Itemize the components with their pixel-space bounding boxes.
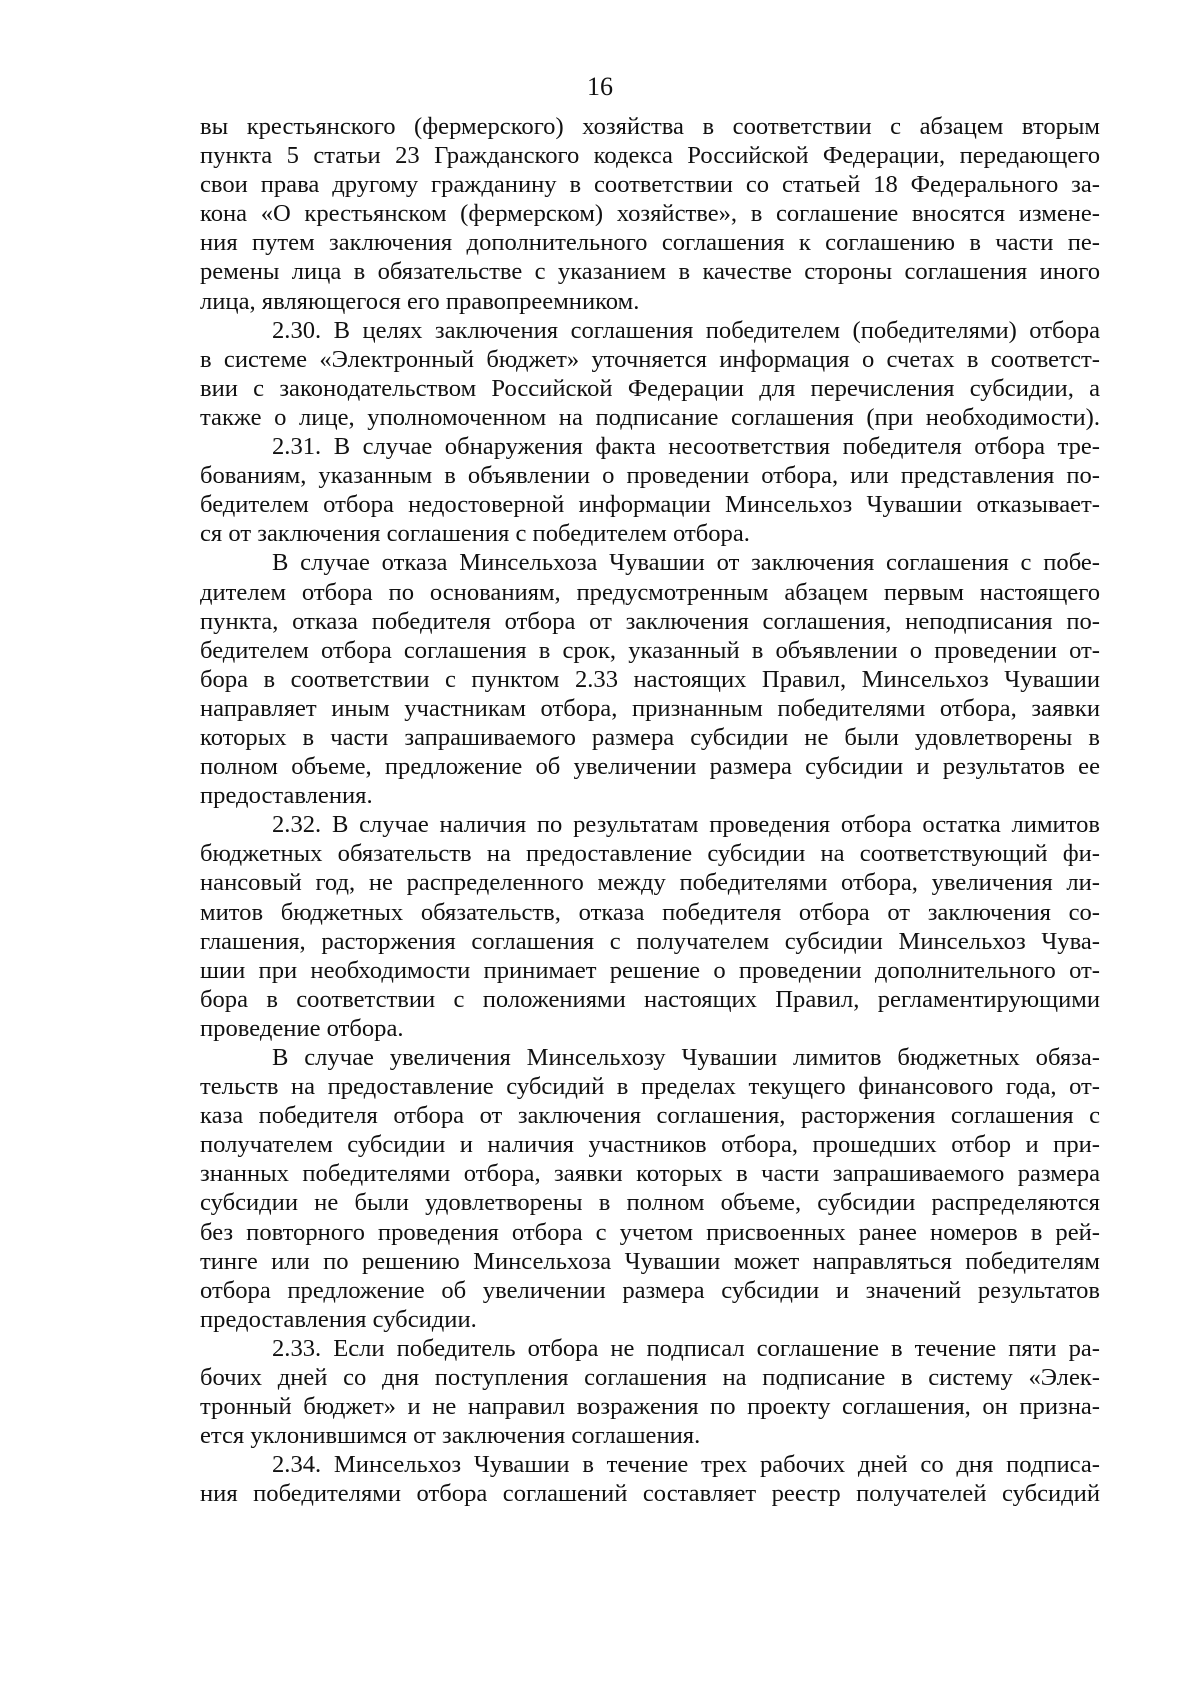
text-line: тронный бюджет» и не направил возражения по проекту соглашения, он призна- <box>200 1393 1100 1421</box>
text-line: митов бюджетных обязательств, отказа победителя отбора от заключения со- <box>200 898 1100 926</box>
text-line: В случае увеличения Минсельхозу Чувашии лимитов бюджетных обяза- <box>272 1044 1100 1071</box>
text-line: бедителем отбора соглашения в срок, указанный в объявлении о проведении от- <box>200 636 1100 664</box>
text-line: бедителем отбора недостоверной информации Минсельхоз Чувашии отказывает- <box>200 491 1100 519</box>
text-line: каза победителя отбора от заключения соглашения, расторжения соглашения с <box>200 1102 1100 1130</box>
text-line: бюджетных обязательств на предоставление субсидии на соответствующий фи- <box>200 840 1100 868</box>
text-line: отбора предложение об увеличении размера субсидии и значений результатов <box>200 1276 1100 1304</box>
text-line: кона «О крестьянском (фермерском) хозяйстве», в соглашение вносятся измене- <box>200 200 1100 228</box>
text-line: полном объеме, предложение об увеличении размера субсидии и результатов ее <box>200 753 1100 781</box>
text-line: бочих дней со дня поступления соглашения на подписание в систему «Элек- <box>200 1364 1100 1392</box>
text-line: получателем субсидии и наличия участников отбора, прошедших отбор и при- <box>200 1131 1100 1159</box>
document-body-text <box>200 112 1100 1509</box>
text-line: 2.32. В случае наличия по результатам проведения отбора остатка лимитов <box>272 811 1100 839</box>
text-line: нансовый год, не распределенного между победителями отбора, увеличения ли- <box>200 869 1100 897</box>
text-line: свои права другому гражданину в соответствии со статьей 18 Федерального за- <box>200 171 1100 199</box>
text-line: бованиям, указанным в объявлении о проведении отбора, или представления по- <box>200 462 1100 490</box>
text-line: бора в соответствии с положениями настоящих Правил, регламентирующими <box>200 985 1100 1013</box>
text-line: шии при необходимости принимает решение о проведении дополнительного от- <box>200 956 1100 984</box>
text-line: также о лице, уполномоченном на подписание соглашения (при необходимости). <box>200 403 1100 431</box>
text-line: ся от заключения соглашения с победителем отбора. <box>200 520 750 548</box>
text-line: которых в части запрашиваемого размера субсидии не были удовлетворены в <box>200 723 1100 751</box>
text-line: глашения, расторжения соглашения с получателем субсидии Минсельхоз Чува- <box>200 927 1100 955</box>
text-line: предоставления субсидии. <box>200 1305 477 1333</box>
text-line: вии с законодательством Российской Федерации для перечисления субсидии, а <box>200 374 1100 402</box>
text-line: знанных победителями отбора, заявки которых в части запрашиваемого размера <box>200 1160 1100 1188</box>
text-line: ния победителями отбора соглашений составляет реестр получателей субсидий <box>200 1480 1100 1508</box>
text-line: тельств на предоставление субсидий в пределах текущего финансового года, от- <box>200 1073 1100 1101</box>
text-line: В случае отказа Минсельхоза Чувашии от заключения соглашения с побе- <box>272 549 1100 577</box>
text-line: пункта, отказа победителя отбора от заключения соглашения, неподписания по- <box>200 607 1100 635</box>
text-line: лица, являющегося его правопреемником. <box>200 287 640 315</box>
text-line: пункта 5 статьи 23 Гражданского кодекса Российской Федерации, передающего <box>200 142 1100 170</box>
text-line: бора в соответствии с пунктом 2.33 настоящих Правил, Минсельхоз Чувашии <box>200 665 1100 693</box>
text-line: ния путем заключения дополнительного соглашения к соглашению в части пе- <box>200 229 1100 257</box>
text-line: 2.31. В случае обнаружения факта несоответствия победителя отбора тре- <box>272 433 1100 461</box>
text-line: в системе «Электронный бюджет» уточняется информация о счетах в соответст- <box>200 345 1100 373</box>
text-line: проведение отбора. <box>200 1014 404 1042</box>
text-line: ется уклонившимся от заключения соглашения. <box>200 1422 701 1450</box>
text-line: направляет иным участникам отбора, признанным победителями отбора, заявки <box>200 694 1100 722</box>
text-line: ремены лица в обязательстве с указанием в качестве стороны соглашения иного <box>200 258 1100 286</box>
page-number: 16 <box>587 72 613 101</box>
text-line: 2.34. Минсельхоз Чувашии в течение трех рабочих дней со дня подписа- <box>272 1451 1100 1479</box>
text-line: предоставления. <box>200 782 373 810</box>
text-line: тинге или по решению Минсельхоза Чувашии может направляться победителям <box>200 1247 1100 1275</box>
text-line: субсидии не были удовлетворены в полном объеме, субсидии распределяются <box>200 1189 1100 1217</box>
text-line: вы крестьянского (фермерского) хозяйства в соответствии с абзацем вторым <box>200 113 1100 140</box>
text-line: без повторного проведения отбора с учетом присвоенных ранее номеров в рей- <box>200 1218 1100 1246</box>
text-line: 2.33. Если победитель отбора не подписал соглашение в течение пяти ра- <box>272 1334 1100 1362</box>
text-line: дителем отбора по основаниям, предусмотренным абзацем первым настоящего <box>200 578 1100 606</box>
text-line: 2.30. В целях заключения соглашения победителем (победителями) отбора <box>272 316 1100 344</box>
